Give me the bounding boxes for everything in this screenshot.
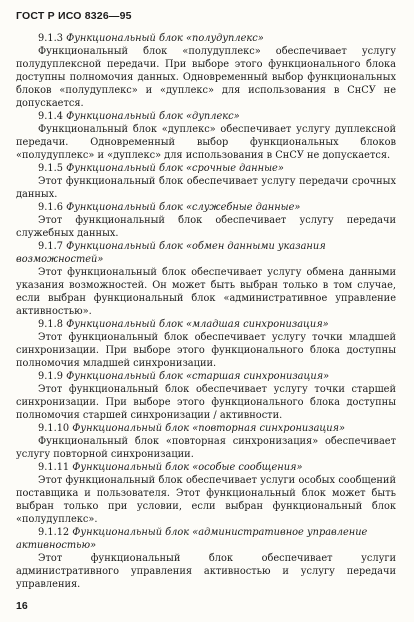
section-body: Этот функциональный блок обеспечивает услугу точки старшей синхронизации. При выборе этого функционального блока доступны полномочия старшей синхронизации / активности. xyxy=(16,384,396,421)
section-heading xyxy=(16,422,396,435)
section-9-1-12 xyxy=(16,526,396,591)
section-9-1-5 xyxy=(16,162,396,201)
document-page xyxy=(16,10,396,612)
section-number: 9.1.8 xyxy=(38,319,63,330)
section-heading xyxy=(16,162,396,175)
section-title: Функциональный блок «служебные данные» xyxy=(66,202,301,213)
section-body: Функциональный блок «полудуплекс» обеспечивает услугу полудуплексной передачи. При выборе этого функционального блока доступны полномочия данных. Одновременный выбор функциональных блоков «полудуплекс» и «дуплекс» для использования в СнСУ не допускается. xyxy=(16,46,396,109)
section-number: 9.1.10 xyxy=(38,423,70,434)
section-number: 9.1.5 xyxy=(38,163,63,174)
section-body: Этот функциональный блок обеспечивает услугу обмена данными указания возможностей. Он может быть выбран только в том случае, если выбран функциональный блок «административное управление активностью». xyxy=(16,267,396,317)
section-body: Этот функциональный блок обеспечивает услугу передачи срочных данных. xyxy=(16,176,396,200)
section-number: 9.1.7 xyxy=(38,241,63,252)
section-title: Функциональный блок «срочные данные» xyxy=(66,163,284,174)
section-9-1-6 xyxy=(16,201,396,240)
sections-container xyxy=(16,32,396,591)
section-body: Функциональный блок «повторная синхронизация» обеспечивает услугу повторной синхронизации. xyxy=(16,436,396,460)
section-heading xyxy=(16,318,396,331)
section-heading xyxy=(16,110,396,123)
page-number: 16 xyxy=(16,600,28,612)
section-heading xyxy=(16,461,396,474)
section-body: Этот функциональный блок обеспечивает услуги административного управления активностью и услугу передачи управления. xyxy=(16,553,396,590)
section-9-1-10 xyxy=(16,422,396,461)
section-title: Функциональный блок «особые сообщения» xyxy=(72,462,303,473)
section-title: Функциональный блок «обмен данными указания возможностей» xyxy=(16,241,326,265)
section-9-1-4 xyxy=(16,110,396,162)
section-heading xyxy=(16,240,396,266)
section-number: 9.1.11 xyxy=(38,462,70,473)
section-number: 9.1.3 xyxy=(38,33,63,44)
document-header: ГОСТ Р ИСО 8326—95 xyxy=(16,10,132,22)
section-number: 9.1.6 xyxy=(38,202,63,213)
section-body: Этот функциональный блок обеспечивает услуги особых сообщений поставщика и пользователя. Этот функциональный блок может быть выбран только при условии, если выбран функциональный блок «полудуплекс». xyxy=(16,475,396,525)
section-heading xyxy=(16,201,396,214)
section-heading xyxy=(16,526,396,552)
section-body: Этот функциональный блок обеспечивает услугу передачи служебных данных. xyxy=(16,215,396,239)
section-heading xyxy=(16,32,396,45)
section-title: Функциональный блок «повторная синхронизация» xyxy=(72,423,346,434)
section-body: Функциональный блок «дуплекс» обеспечивает услугу дуплексной передачи. Одновременный выбор функциональных блоков «полудуплекс» и «дуплекс» для использования в СнСУ не допускается. xyxy=(16,124,396,161)
section-9-1-8 xyxy=(16,318,396,370)
section-9-1-7 xyxy=(16,240,396,318)
section-9-1-9 xyxy=(16,370,396,422)
section-number: 9.1.12 xyxy=(38,527,70,538)
section-title: Функциональный блок «младшая синхронизация» xyxy=(66,319,329,330)
section-title: Функциональный блок «административное управление активностью» xyxy=(16,527,368,551)
section-number: 9.1.4 xyxy=(38,111,63,122)
section-body: Этот функциональный блок обеспечивает услугу точки младшей синхронизации. При выборе этого функционального блока доступны полномочия младшей синхронизации. xyxy=(16,332,396,369)
section-number: 9.1.9 xyxy=(38,371,63,382)
section-title: Функциональный блок «старшая синхронизация» xyxy=(66,371,330,382)
section-title: Функциональный блок «дуплекс» xyxy=(66,111,240,122)
section-9-1-3 xyxy=(16,32,396,110)
section-heading xyxy=(16,370,396,383)
section-title: Функциональный блок «полудуплекс» xyxy=(66,33,264,44)
section-9-1-11 xyxy=(16,461,396,526)
